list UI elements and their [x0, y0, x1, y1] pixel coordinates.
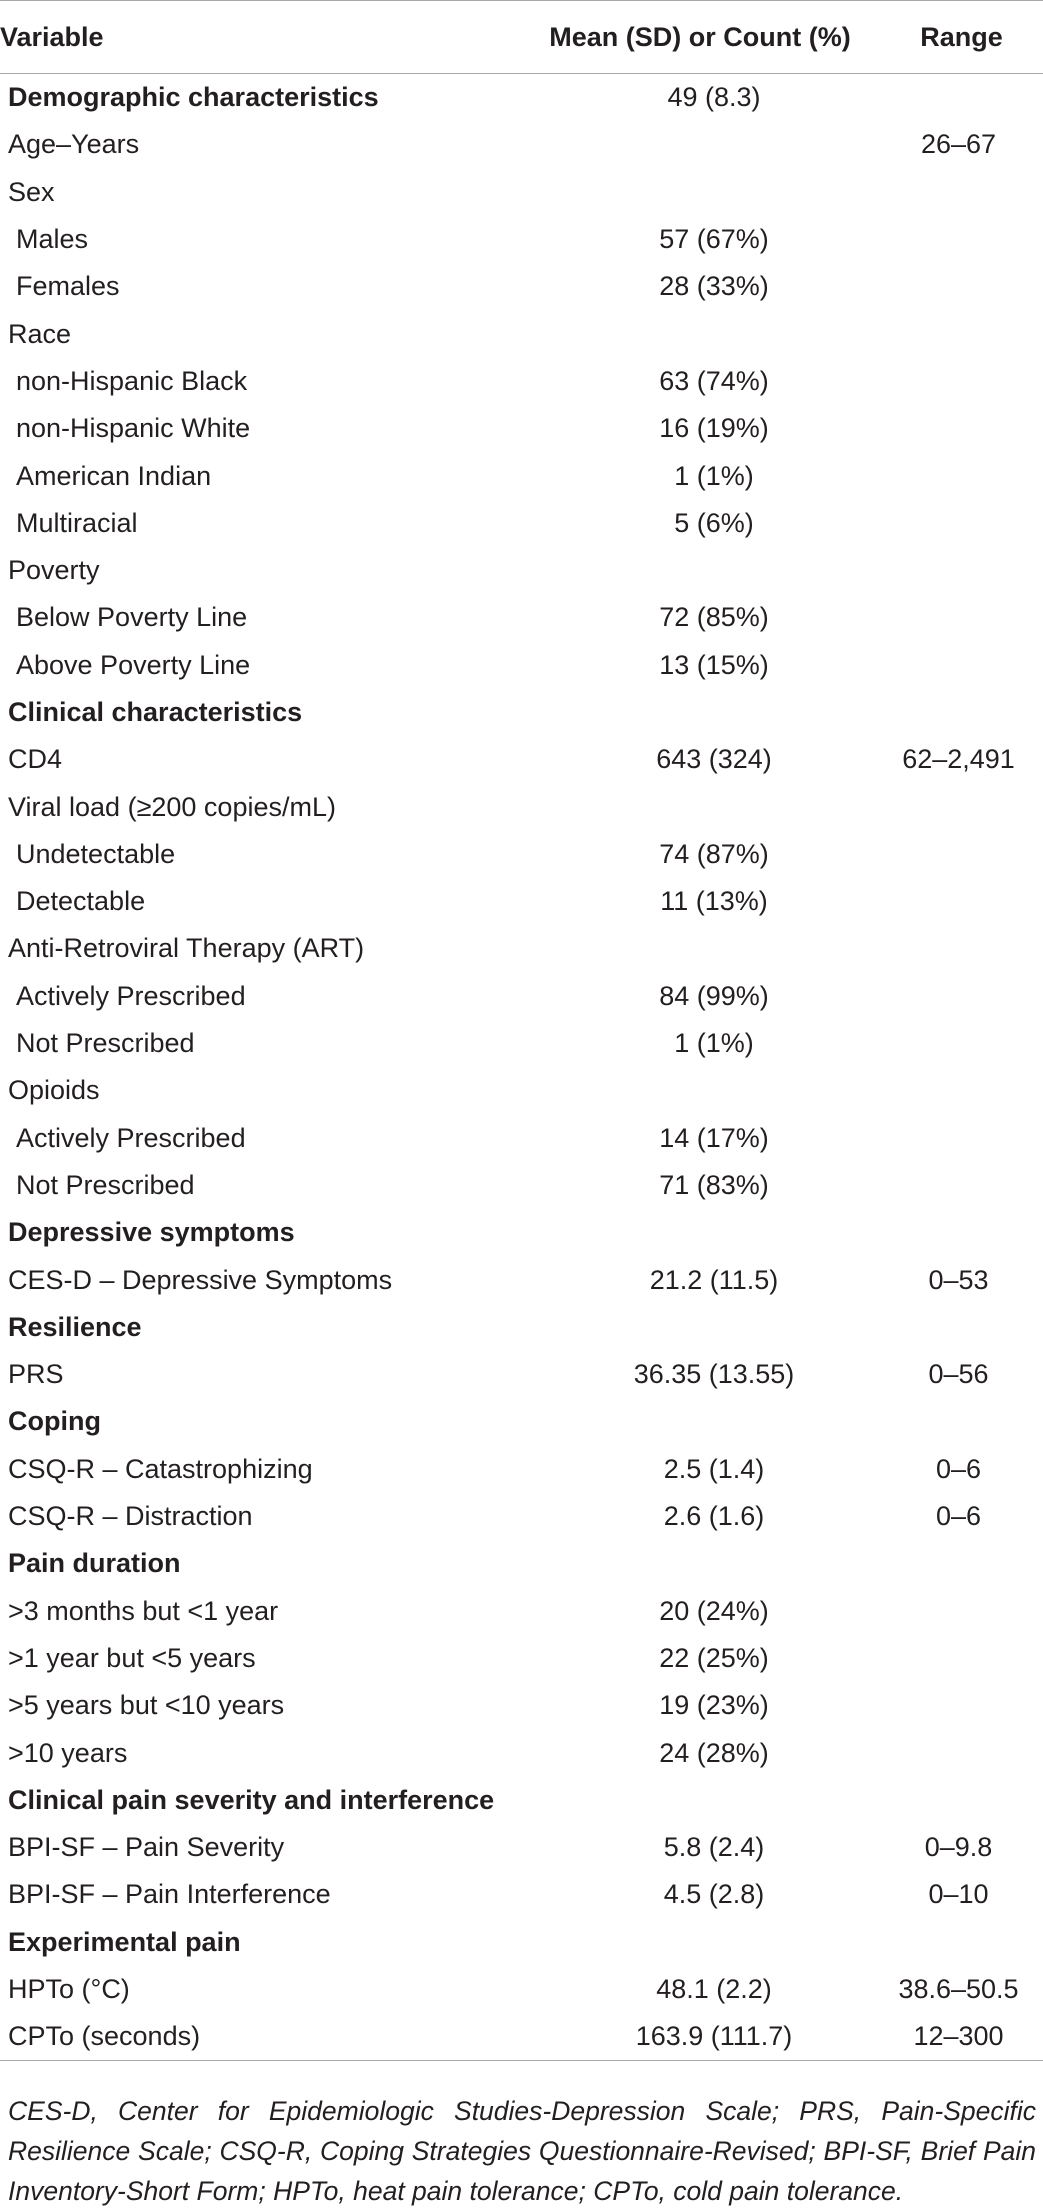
table-row [0, 1020, 1043, 1067]
range-cell [880, 1777, 1043, 1824]
range-cell: 0–6 [935, 1501, 982, 1532]
table-row [0, 1256, 1043, 1303]
variable-cell: CD4 [8, 744, 63, 775]
variable-cell: >10 years [8, 1737, 128, 1768]
mean-count-cell: 49 (8.3) [667, 82, 761, 113]
mean-count-cell [520, 1067, 880, 1114]
mean-count-cell: 84 (99%) [659, 980, 769, 1011]
range-cell: 0–6 [935, 1453, 982, 1484]
header-range: Range [880, 1, 1043, 74]
range-cell [880, 1304, 1043, 1351]
table-row [0, 642, 1043, 689]
variable-cell: Poverty [8, 555, 100, 586]
variable-cell: Above Poverty Line [16, 649, 251, 680]
variable-cell: CPTo (seconds) [0, 2013, 520, 2061]
range-cell [880, 642, 1043, 689]
mean-count-cell [520, 1398, 880, 1445]
variable-cell: CES-D – Depressive Symptoms [8, 1264, 393, 1295]
mean-count-cell: 1 (1%) [674, 1028, 754, 1059]
range-cell [880, 783, 1043, 830]
variable-cell: CSQ-R – Distraction [8, 1501, 253, 1532]
table-body [0, 74, 1043, 2061]
range-cell [880, 1209, 1043, 1256]
mean-count-cell [520, 1919, 880, 1966]
variable-cell: Actively Prescribed [16, 1122, 246, 1153]
variable-cell: Detectable [16, 886, 146, 917]
table-row [0, 1067, 1043, 1114]
header-row [0, 1, 1043, 74]
range-cell [880, 1635, 1043, 1682]
range-cell [880, 169, 1043, 216]
mean-count-cell: 28 (33%) [659, 271, 769, 302]
section-header-row [0, 689, 1043, 736]
section-label: Resilience [8, 1311, 142, 1342]
section-header-row [0, 1777, 1043, 1824]
table-row [0, 216, 1043, 263]
variable-cell: Multiracial [16, 507, 138, 538]
mean-count-cell: 19 (23%) [659, 1690, 769, 1721]
mean-count-cell: 2.6 (1.6) [663, 1501, 765, 1532]
range-cell: 26–67 [920, 129, 997, 160]
range-cell: 0–56 [928, 1359, 989, 1390]
variable-cell: Males [16, 224, 89, 255]
range-cell [880, 1067, 1043, 1114]
mean-count-cell: 36.35 (13.55) [633, 1359, 795, 1390]
mean-count-cell: 63 (74%) [659, 365, 769, 396]
range-cell [880, 263, 1043, 310]
table-row [0, 169, 1043, 216]
variable-cell: Anti-Retroviral Therapy (ART) [8, 933, 365, 964]
table-row [0, 783, 1043, 830]
table-row [0, 1115, 1043, 1162]
table-row [0, 452, 1043, 499]
header-variable: Variable [0, 1, 520, 74]
variable-cell: non-Hispanic White [16, 413, 251, 444]
mean-count-cell [520, 1304, 880, 1351]
variable-cell: >5 years but <10 years [8, 1690, 285, 1721]
mean-count-cell: 643 (324) [656, 744, 772, 775]
table-row [0, 1162, 1043, 1209]
section-header-row [0, 1398, 1043, 1445]
range-cell [880, 1162, 1043, 1209]
variable-cell: Viral load (≥200 copies/mL) [8, 791, 336, 822]
header-mean-sd-count: Mean (SD) or Count (%) [520, 1, 880, 74]
table-row [0, 878, 1043, 925]
table-row [0, 594, 1043, 641]
section-label: Clinical characteristics [8, 697, 303, 727]
mean-count-cell: 57 (67%) [659, 224, 769, 255]
variable-cell: Below Poverty Line [16, 602, 248, 633]
section-label: Demographic characteristics [8, 82, 379, 113]
range-cell: 38.6–50.5 [898, 1974, 1019, 2005]
table-footnote: CES-D, Center for Epidemiologic Studies-Depression Scale; PRS, Pain-Specific Resilience Scale; CSQ-R, Coping Strategies Questionnaire-Revised; BPI-SF, Brief Pain Inventory-Short Form; HPTo, heat pain tolerance; CPTo, cold pain tolerance. [8, 2096, 1036, 2206]
variable-cell: Not Prescribed [16, 1028, 195, 1059]
mean-count-cell: 2.5 (1.4) [663, 1453, 765, 1484]
range-cell [880, 594, 1043, 641]
table-row [0, 1824, 1043, 1871]
range-cell: 62–2,491 [902, 744, 1015, 775]
section-label: Depressive symptoms [8, 1217, 295, 1248]
table-row [0, 1493, 1043, 1540]
range-cell [880, 74, 1043, 122]
variable-cell: Sex [8, 176, 55, 207]
range-cell [880, 973, 1043, 1020]
table-row [0, 1682, 1043, 1729]
range-cell [880, 1729, 1043, 1776]
variable-cell: non-Hispanic Black [16, 365, 248, 396]
mean-count-cell [520, 547, 880, 594]
range-cell [880, 310, 1043, 357]
table-header [0, 1, 1043, 74]
range-cell: 0–10 [928, 1879, 989, 1910]
variable-cell: CSQ-R – Catastrophizing [8, 1453, 313, 1484]
range-cell [880, 1540, 1043, 1587]
variable-cell: PRS [8, 1359, 64, 1390]
section-label: Experimental pain [8, 1926, 241, 1957]
range-cell [880, 216, 1043, 263]
mean-count-cell: 72 (85%) [659, 602, 769, 633]
table-row [0, 831, 1043, 878]
mean-count-cell: 21.2 (11.5) [649, 1264, 779, 1295]
mean-count-cell [520, 169, 880, 216]
table-row [0, 547, 1043, 594]
variable-cell: Not Prescribed [16, 1169, 195, 1200]
section-header-row [0, 74, 1043, 122]
mean-count-cell [520, 783, 880, 830]
variable-cell: Race [8, 318, 72, 349]
table-row [0, 121, 1043, 168]
mean-count-cell: 1 (1%) [674, 460, 754, 491]
table-row [0, 2013, 1043, 2061]
range-cell [880, 831, 1043, 878]
mean-count-cell: 4.5 (2.8) [663, 1879, 765, 1910]
mean-count-cell: 11 (13%) [660, 886, 768, 917]
range-cell [880, 547, 1043, 594]
table-row [0, 500, 1043, 547]
range-cell [880, 1115, 1043, 1162]
table-row [0, 1446, 1043, 1493]
mean-count-cell [520, 689, 880, 736]
range-cell [880, 1682, 1043, 1729]
range-cell: 12–300 [880, 2013, 1043, 2061]
section-label: Coping [8, 1406, 101, 1437]
section-label: Pain duration [8, 1548, 181, 1579]
section-header-row [0, 1540, 1043, 1587]
variable-cell: HPTo (°C) [8, 1974, 130, 2005]
variable-cell: Age–Years [8, 129, 140, 160]
table-row [0, 310, 1043, 357]
range-cell [880, 1588, 1043, 1635]
variable-cell: American Indian [16, 460, 212, 491]
table-row [0, 1966, 1043, 2013]
range-cell [880, 358, 1043, 405]
mean-count-cell: 163.9 (111.7) [520, 2013, 880, 2061]
variable-cell: BPI-SF – Pain Severity [8, 1832, 285, 1863]
mean-count-cell [520, 1209, 880, 1256]
table-row [0, 925, 1043, 972]
mean-count-cell: 24 (28%) [659, 1737, 769, 1768]
range-cell [880, 1919, 1043, 1966]
range-cell [880, 689, 1043, 736]
mean-count-cell [520, 310, 880, 357]
mean-count-cell: 22 (25%) [659, 1642, 769, 1673]
section-header-row [0, 1209, 1043, 1256]
mean-count-cell [520, 121, 880, 168]
table-row [0, 1635, 1043, 1682]
mean-count-cell: 71 (83%) [659, 1169, 769, 1200]
mean-count-cell: 48.1 (2.2) [656, 1974, 772, 2005]
mean-count-cell: 20 (24%) [659, 1595, 769, 1626]
variable-cell: >3 months but <1 year [8, 1595, 279, 1626]
mean-count-cell: 74 (87%) [659, 838, 769, 869]
variable-cell: Undetectable [16, 838, 176, 869]
range-cell [880, 878, 1043, 925]
range-cell [880, 405, 1043, 452]
mean-count-cell: 16 (19%) [659, 413, 769, 444]
mean-count-cell: 14 (17%) [659, 1122, 769, 1153]
section-label: Clinical pain severity and interference [8, 1784, 495, 1815]
table-row [0, 1729, 1043, 1776]
section-header-row [0, 1919, 1043, 1966]
mean-count-cell [520, 1540, 880, 1587]
range-cell [880, 500, 1043, 547]
mean-count-cell [520, 925, 880, 972]
mean-count-cell: 13 (15%) [659, 649, 769, 680]
range-cell [880, 1398, 1043, 1445]
range-cell [880, 452, 1043, 499]
range-cell: 0–9.8 [924, 1832, 993, 1863]
table-row [0, 358, 1043, 405]
mean-count-cell: 5 (6%) [674, 507, 754, 538]
range-cell: 0–53 [928, 1264, 989, 1295]
table-row [0, 405, 1043, 452]
variable-cell: Females [16, 271, 120, 302]
mean-count-cell [520, 1777, 880, 1824]
table-row [0, 263, 1043, 310]
mean-count-cell: 5.8 (2.4) [663, 1832, 765, 1863]
table-row [0, 1871, 1043, 1918]
table-row [0, 973, 1043, 1020]
range-cell [880, 1020, 1043, 1067]
variable-cell: Opioids [8, 1075, 100, 1106]
variable-cell: >1 year but <5 years [8, 1642, 256, 1673]
variable-cell: Actively Prescribed [16, 980, 246, 1011]
table-row [0, 1351, 1043, 1398]
range-cell [880, 925, 1043, 972]
variable-cell: BPI-SF – Pain Interference [8, 1879, 331, 1910]
table-row [0, 736, 1043, 783]
table-row [0, 1588, 1043, 1635]
section-header-row [0, 1304, 1043, 1351]
